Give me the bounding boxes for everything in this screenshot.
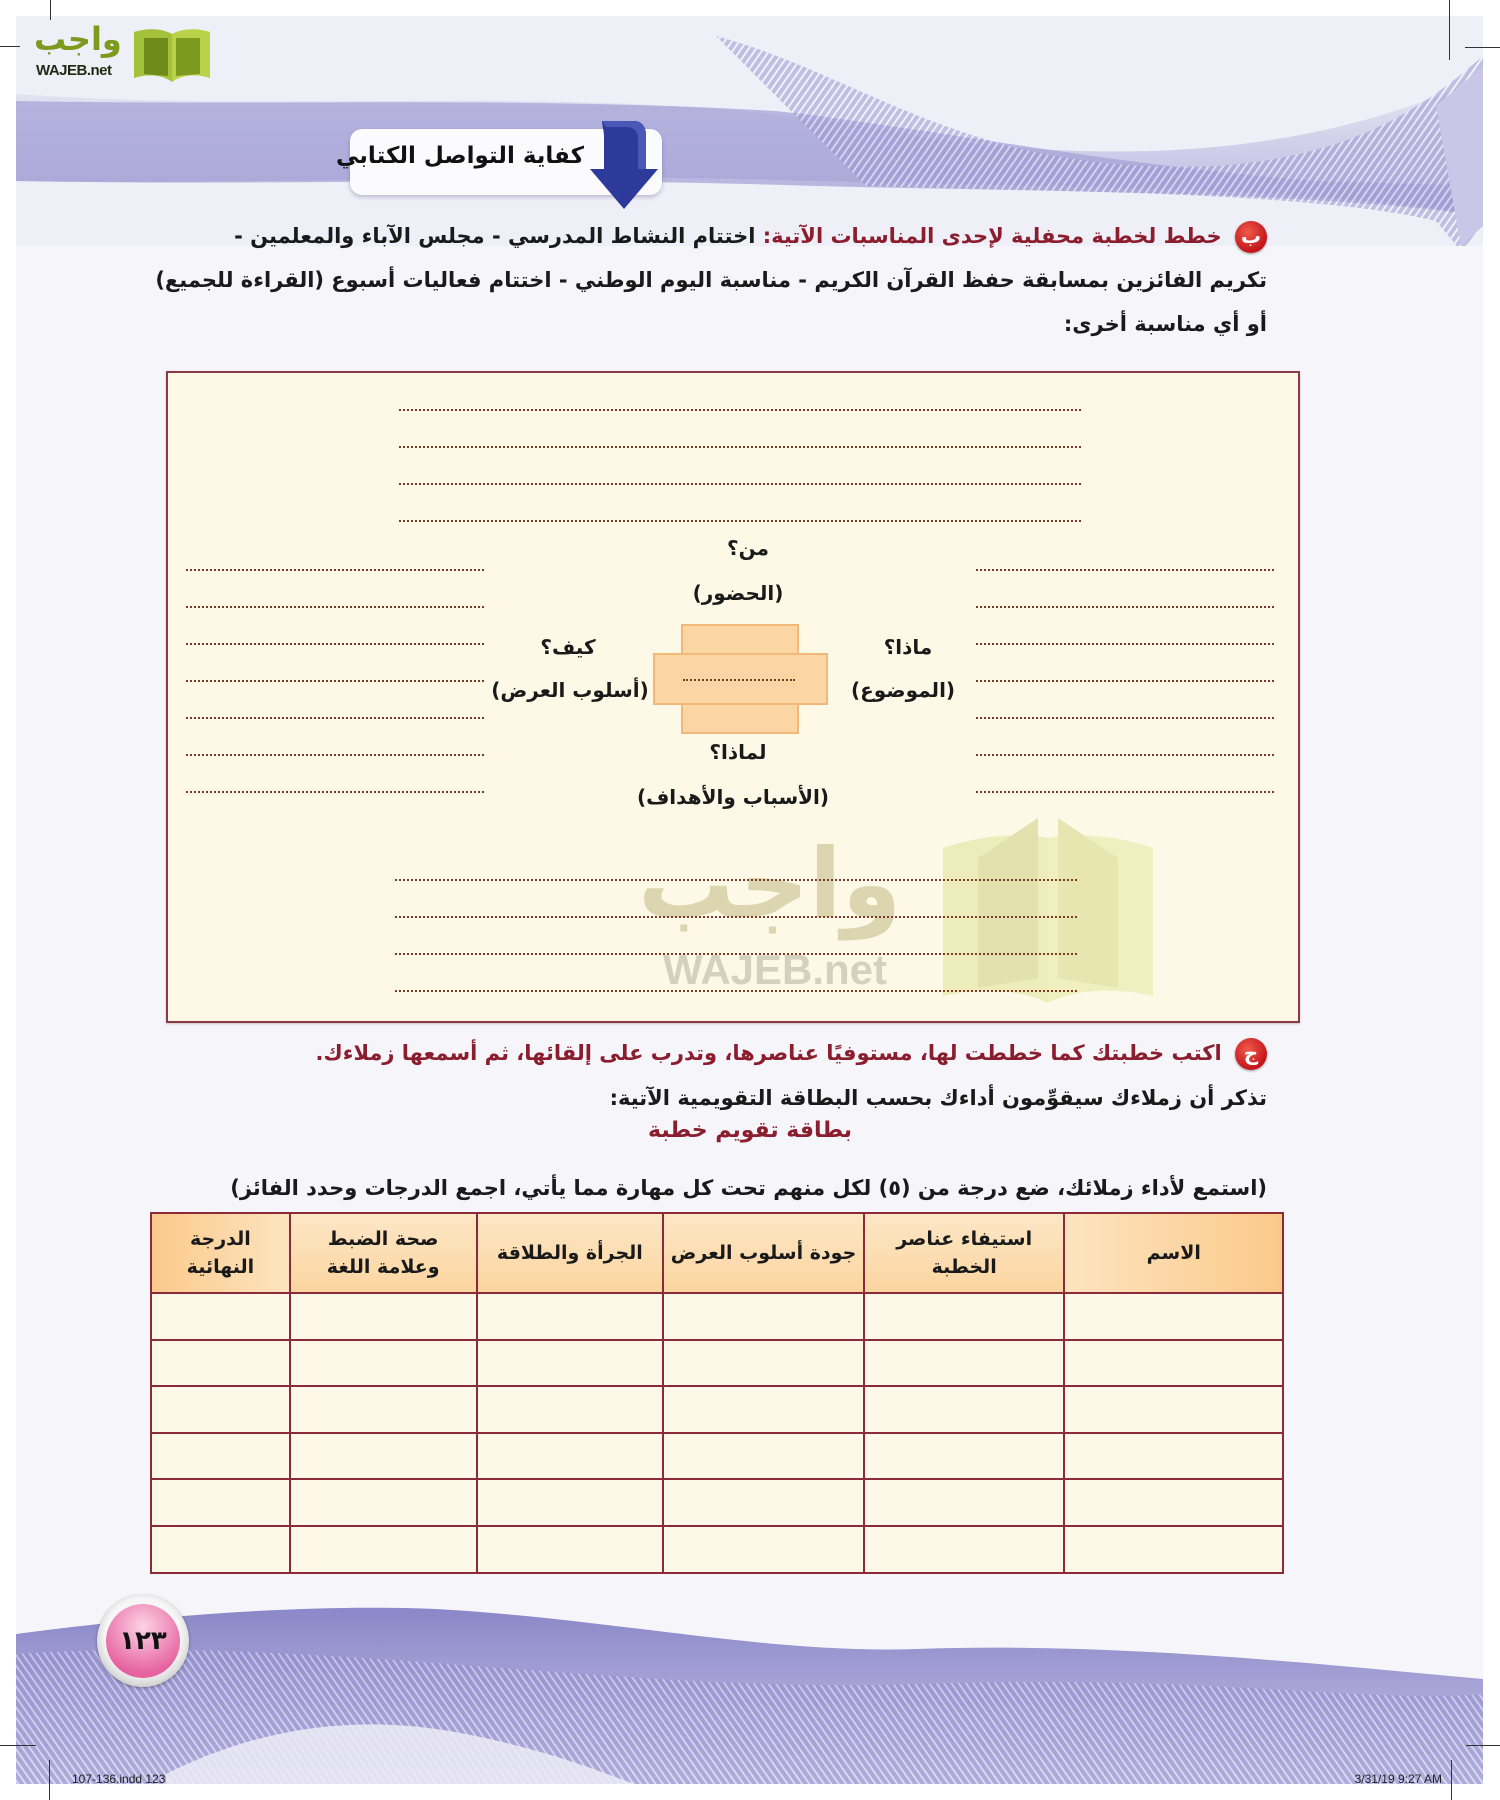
logo-latin-text: WAJEB.net (36, 62, 112, 79)
table-cell[interactable] (1064, 1386, 1283, 1433)
writing-line[interactable] (399, 483, 1081, 485)
header-wave-decoration (16, 16, 1483, 246)
wajeb-logo (24, 20, 214, 82)
writing-line[interactable] (186, 643, 484, 645)
table-row (151, 1479, 1283, 1526)
watermark-book-icon (938, 818, 1158, 1008)
table-cell[interactable] (290, 1479, 477, 1526)
writing-line[interactable] (976, 754, 1274, 756)
section-b-occasions-3: أو أي مناسبة أخرى: (1063, 312, 1267, 336)
section-b-prompt: خطط لخطبة محفلية لإحدى المناسبات الآتية: (762, 224, 1222, 248)
table-cell[interactable] (663, 1433, 864, 1480)
table-row (151, 1386, 1283, 1433)
table-cell[interactable] (663, 1479, 864, 1526)
who-question: من؟ (727, 536, 769, 560)
writing-line[interactable] (186, 791, 484, 793)
column-header-name: الاسم (1064, 1213, 1283, 1293)
table-cell[interactable] (151, 1386, 290, 1433)
section-b-badge: ب (1235, 221, 1267, 253)
table-cell[interactable] (151, 1293, 290, 1340)
footer-wave-decoration (16, 1594, 1483, 1784)
watermark-arabic: واجب (638, 828, 902, 940)
writing-line[interactable] (186, 606, 484, 608)
who-hint: (الحضور) (692, 581, 784, 605)
table-cell[interactable] (477, 1293, 664, 1340)
table-cell[interactable] (290, 1340, 477, 1387)
how-question: كيف؟ (540, 635, 596, 659)
writing-line[interactable] (976, 569, 1274, 571)
table-cell[interactable] (151, 1433, 290, 1480)
arrow-down-icon (584, 117, 662, 213)
print-timestamp: 3/31/19 9:27 AM (1354, 1772, 1442, 1786)
crop-mark (0, 46, 20, 47)
crop-mark (1465, 47, 1500, 48)
writing-line[interactable] (186, 754, 484, 756)
table-row (151, 1293, 1283, 1340)
crop-mark (50, 0, 51, 20)
evaluation-card-title: بطاقة تقويم خطبة (647, 1118, 853, 1143)
table-cell[interactable] (1064, 1479, 1283, 1526)
file-slug: 107-136.indd 123 (72, 1772, 166, 1786)
writing-line[interactable] (976, 606, 1274, 608)
writing-line[interactable] (976, 717, 1274, 719)
writing-line[interactable] (395, 990, 1077, 992)
speech-planning-box (166, 371, 1300, 1023)
writing-line[interactable] (395, 879, 1077, 881)
why-hint: (الأسباب والأهداف) (636, 785, 830, 809)
writing-line[interactable] (976, 791, 1274, 793)
writing-line[interactable] (976, 643, 1274, 645)
table-cell[interactable] (477, 1433, 664, 1480)
table-cell[interactable] (663, 1340, 864, 1387)
crop-mark (1466, 1745, 1500, 1746)
column-header-presentation-quality: جودة أسلوب العرض (663, 1213, 864, 1293)
what-hint: (الموضوع) (850, 678, 956, 702)
column-header-speech-elements: استيفاء عناصر الخطبة (864, 1213, 1065, 1293)
column-header-final-grade: الدرجة النهائية (151, 1213, 290, 1293)
table-cell[interactable] (151, 1340, 290, 1387)
table-cell[interactable] (663, 1526, 864, 1573)
section-c-line (315, 1038, 1267, 1070)
section-title: كفاية التواصل الكتابي (336, 143, 584, 169)
writing-line[interactable] (395, 953, 1077, 955)
writing-line[interactable] (399, 409, 1081, 411)
writing-line[interactable] (186, 717, 484, 719)
section-c-prompt: اكتب خطبتك كما خططت لها، مستوفيًا عناصرها، وتدرب على إلقائها، ثم أسمعها زملاءك. (315, 1041, 1222, 1065)
open-book-icon (132, 24, 212, 84)
table-cell[interactable] (477, 1340, 664, 1387)
table-cell[interactable] (477, 1526, 664, 1573)
table-row (151, 1340, 1283, 1387)
writing-line[interactable] (186, 569, 484, 571)
table-cell[interactable] (151, 1526, 290, 1573)
table-row (151, 1526, 1283, 1573)
how-hint: (أسلوب العرض) (491, 678, 649, 702)
table-cell[interactable] (663, 1293, 864, 1340)
section-b-occasions-1: اختتام النشاط المدرسي - مجلس الآباء والمعلمين - (234, 224, 756, 248)
table-cell[interactable] (864, 1340, 1065, 1387)
why-question: لماذا؟ (709, 740, 767, 764)
writing-line[interactable] (395, 916, 1077, 918)
section-b-occasions-2: تكريم الفائزين بمسابقة حفظ القرآن الكريم - مناسبة اليوم الوطني - اختتام فعاليات أسبوع (القراءة للجميع) (155, 268, 1267, 292)
table-cell[interactable] (151, 1479, 290, 1526)
evaluation-note: تذكر أن زملاءك سيقوِّمون أداءك بحسب البطاقة التقويمية الآتية: (609, 1086, 1267, 1110)
speech-evaluation-table (150, 1212, 1284, 1574)
watermark-latin: WAJEB.net (663, 946, 888, 993)
what-question: ماذا؟ (883, 635, 933, 659)
table-cell[interactable] (477, 1479, 664, 1526)
crop-mark (1451, 1760, 1452, 1800)
table-cell[interactable] (1064, 1526, 1283, 1573)
table-cell[interactable] (1064, 1433, 1283, 1480)
wajeb-watermark (638, 828, 1158, 1008)
table-cell[interactable] (663, 1386, 864, 1433)
table-row (151, 1433, 1283, 1480)
topic-writing-line[interactable] (683, 679, 795, 681)
section-c-badge: ج (1235, 1038, 1267, 1070)
table-cell[interactable] (1064, 1293, 1283, 1340)
table-cell[interactable] (864, 1293, 1065, 1340)
evaluation-instruction: (استمع لأداء زملائك، ضع درجة من (٥) لكل منهم تحت كل مهارة مما يأتي، اجمع الدرجات وحدد الفائز) (230, 1176, 1267, 1200)
table-cell[interactable] (864, 1479, 1065, 1526)
table-cell[interactable] (477, 1386, 664, 1433)
column-header-boldness-fluency: الجرأة والطلاقة (477, 1213, 664, 1293)
writing-line[interactable] (399, 520, 1081, 522)
table-cell[interactable] (864, 1433, 1065, 1480)
crop-mark (0, 1745, 36, 1746)
table-cell[interactable] (290, 1386, 477, 1433)
table-cell[interactable] (290, 1526, 477, 1573)
table-header-row (151, 1213, 1283, 1293)
section-b-line-1 (234, 221, 1267, 253)
writing-line[interactable] (399, 446, 1081, 448)
table-cell[interactable] (864, 1526, 1065, 1573)
table-cell[interactable] (290, 1433, 477, 1480)
table-cell[interactable] (290, 1293, 477, 1340)
column-header-language-accuracy: صحة الضبط وعلامة اللغة (290, 1213, 477, 1293)
writing-line[interactable] (976, 680, 1274, 682)
crop-mark (49, 1760, 50, 1800)
table-cell[interactable] (1064, 1340, 1283, 1387)
page-number: ١٢٣ (106, 1604, 180, 1678)
crop-mark (1449, 0, 1450, 60)
logo-arabic-text: واجب (34, 20, 122, 58)
table-cell[interactable] (864, 1386, 1065, 1433)
page-number-badge (97, 1595, 189, 1687)
section-title-banner (336, 129, 662, 195)
writing-line[interactable] (186, 680, 484, 682)
